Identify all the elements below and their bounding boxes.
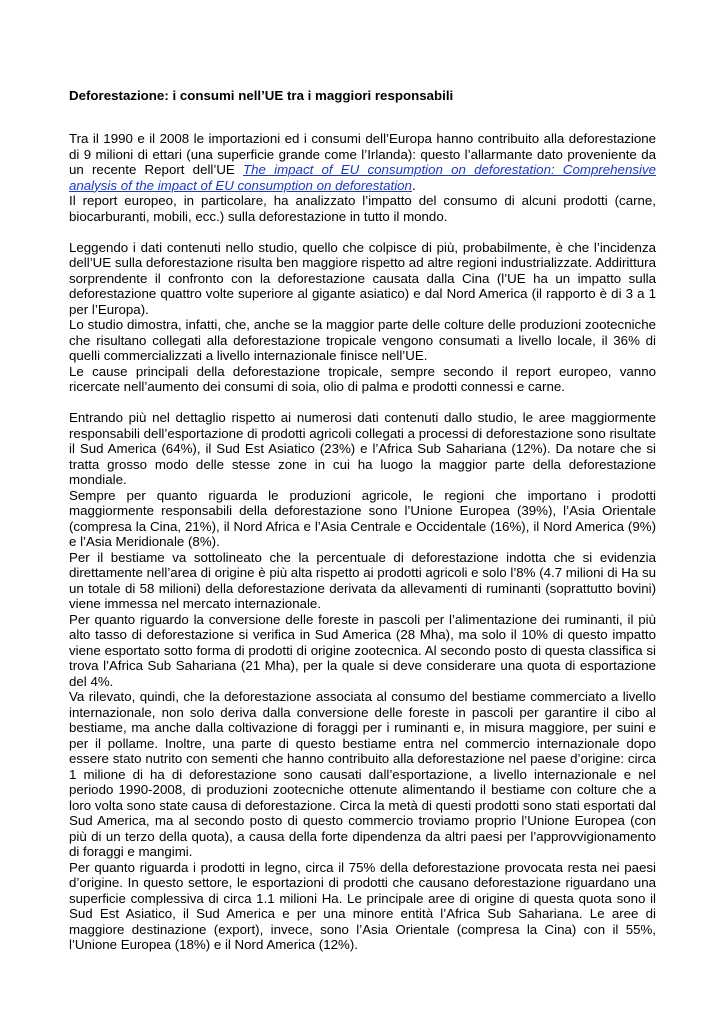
paragraph-gap (69, 224, 656, 240)
intro-text: Tra il 1990 e il 2008 le importazioni ed i consumi dell’Europa hanno contribuito alla deforestazione di 9 milioni di ettari (una superficie grande come l’Irlanda): questo l’allarmante dato proveniente da un recente Report dell’UE (69, 131, 656, 177)
paragraph-livestock: Per il bestiame va sottolineato che la percentuale di deforestazione indotta che si evidenzia direttamente nell’area di origine è più alta rispetto ai prodotti agricoli e solo l’8% (4.7 milioni di Ha su un totale di 58 milioni) della deforestazione derivata da allevamenti di ruminanti (soprattutto bovini) viene immessa nel mercato internazionale. (69, 549, 656, 611)
paragraph-gap (69, 395, 656, 411)
paragraph-import-regions: Sempre per quanto riguarda le produzioni agricole, le regioni che importano i prodotti maggiormente responsabili della deforestazione sono l’Unione Europea (39%), l’Asia Orientale (compresa la Cina, 21%), il Nord Africa e l’Asia Centrale e Occidentale (16%), il Nord America (9%) e l’Asia Meridionale (8%). (69, 487, 656, 549)
paragraph-export-areas: Entrando più nel dettaglio rispetto ai numerosi dati contenuti dallo studio, le aree maggiormente responsabili dell’esportazione di prodotti agricoli collegati a processi di deforestazione sono risultate il Sud America (64%), il Sud Est Asiatico (23%) e l’Africa Sub Sahariana (12%). Da notare che si tratta grosso modo delle stesse zone in cui ha luogo la maggior parte della deforestazione mondiale. (69, 410, 656, 487)
paragraph-causes: Le cause principali della deforestazione tropicale, sempre secondo il report europeo, vanno ricercate nell’aumento dei consumi di soia, olio di palma e prodotti connessi e carne. (69, 363, 656, 394)
paragraph-wood: Per quanto riguarda i prodotti in legno, circa il 75% della deforestazione provocata resta nei paesi d’origine. In questo settore, le esportazioni di prodotti che causano deforestazione riguardano una superficie complessiva di circa 1.1 milioni Ha. Le principale aree di origine di questa quota sono il Sud Est Asiatico, il Sud America e per una minore entità l’Africa Sub Sahariana. Le aree di maggiore destinazione (export), invece, sono l’Asia Orientale (compresa la Cina) con il 55%, l’Unione Europea (18%) e il Nord America (12%). (69, 859, 656, 952)
intro-end: . (411, 177, 416, 193)
paragraph-incidence: Leggendo i dati contenuti nello studio, quello che colpisce di più, probabilmente, è che l’incidenza dell’UE sulla deforestazione risulta ben maggiore rispetto ad altre regioni industrializzate. Addirittura sorprendente il confronto con la deforestazione causata dalla Cina (l’UE ha un impatto sulla deforestazione quattro volte superiore al gigante asiatico) e dal Nord America (il rapporto è di 3 a 1 per l’Europa). (69, 239, 656, 317)
document-body (69, 131, 656, 953)
paragraph-intro (69, 131, 656, 193)
paragraph-pasture: Per quanto riguardo la conversione delle foreste in pascoli per l’alimentazione dei ruminanti, il più alto tasso di deforestazione si verifica in Sud America (28 Mha), ma solo il 10% di questo impatto viene esportato sotto forma di prodotti di origine zootecnica. Al secondo posto di questa classifica si trova l’Africa Sub Sahariana (21 Mha), per la quale si deve considerare una quota di esportazione del 4%. (69, 611, 656, 689)
report-link[interactable]: The impact of EU consumption on deforestation: Comprehensive analysis of the impact of EU consumption on deforestation (69, 162, 656, 193)
document-title: Deforestazione: i consumi nell’UE tra i maggiori responsabili (69, 88, 454, 103)
paragraph-study: Lo studio dimostra, infatti, che, anche se la maggior parte delle colture delle produzioni zootecniche che risultano collegati alla deforestazione tropicale vengono consumati a livello locale, il 36% di quelli commercializzati a livello internazionale finisce nell’UE. (69, 317, 656, 363)
paragraph-feed: Va rilevato, quindi, che la deforestazione associata al consumo del bestiame commerciato a livello internazionale, non solo deriva dalla conversione delle foreste in pascoli per garantire il cibo al bestiame, ma anche dalla coltivazione di foraggi per i ruminanti e, in misura maggiore, per suini e per il pollame. Inoltre, una parte di questo bestiame entra nel commercio internazionale dopo essere stato nutrito con sementi che hanno contribuito alla deforestazione nel paese d’origine: circa 1 milione di ha di deforestazione sono causati dall’esportazione, a livello internazionale e nel periodo 1990-2008, di produzioni zootecniche ottenute alimentando il bestiame con colture che a loro volta sono state causa di deforestazione. Circa la metà di questi prodotti sono stati esportati dal Sud America, ma al secondo posto di questo commercio troviamo proprio l’Unione Europea (con più di un terzo della quota), a causa della forte dipendenza da altri paesi per l’approvvigionamento di foraggi e mangimi. (69, 689, 656, 859)
paragraph-report: Il report europeo, in particolare, ha analizzato l’impatto del consumo di alcuni prodotti (carne, biocarburanti, mobili, ecc.) sulla deforestazione in tutto il mondo. (69, 193, 656, 224)
